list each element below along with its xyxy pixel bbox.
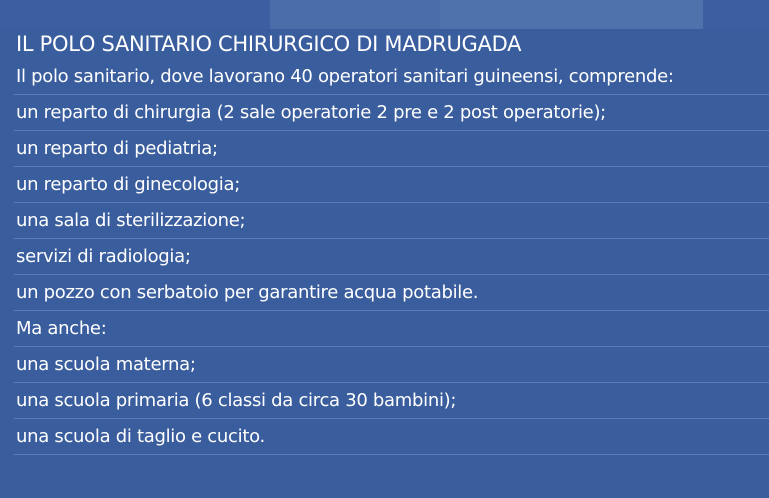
text-line-content: Ma anche: xyxy=(16,318,107,339)
text-line xyxy=(14,275,769,311)
text-line xyxy=(14,383,769,419)
text-line xyxy=(14,239,769,275)
text-line xyxy=(14,419,769,455)
text-line-content: un pozzo con serbatoio per garantire acqua potabile. xyxy=(16,282,479,303)
text-line-content: servizi di radiologia; xyxy=(16,246,191,267)
text-line xyxy=(14,203,769,239)
text-lines xyxy=(0,59,769,455)
slide-title: IL POLO SANITARIO CHIRURGICO DI MADRUGADA xyxy=(16,32,522,56)
text-line xyxy=(14,347,769,383)
text-line-content: un reparto di pediatria; xyxy=(16,138,218,159)
text-line-content: una scuola di taglio e cucito. xyxy=(16,426,265,447)
text-line-content: Il polo sanitario, dove lavorano 40 operatori sanitari guineensi, comprende: xyxy=(16,66,674,87)
top-decorative-band xyxy=(0,0,769,29)
text-line xyxy=(14,167,769,203)
text-line-content: una scuola primaria (6 classi da circa 30 bambini); xyxy=(16,390,457,411)
text-line xyxy=(14,59,769,95)
text-line xyxy=(14,95,769,131)
text-line-content: una scuola materna; xyxy=(16,354,196,375)
text-line xyxy=(14,131,769,167)
text-line-content: un reparto di ginecologia; xyxy=(16,174,240,195)
text-line xyxy=(14,311,769,347)
text-line-content: una sala di sterilizzazione; xyxy=(16,210,246,231)
slide xyxy=(0,29,769,498)
text-line-content: un reparto di chirurgia (2 sale operatorie 2 pre e 2 post operatorie); xyxy=(16,102,606,123)
